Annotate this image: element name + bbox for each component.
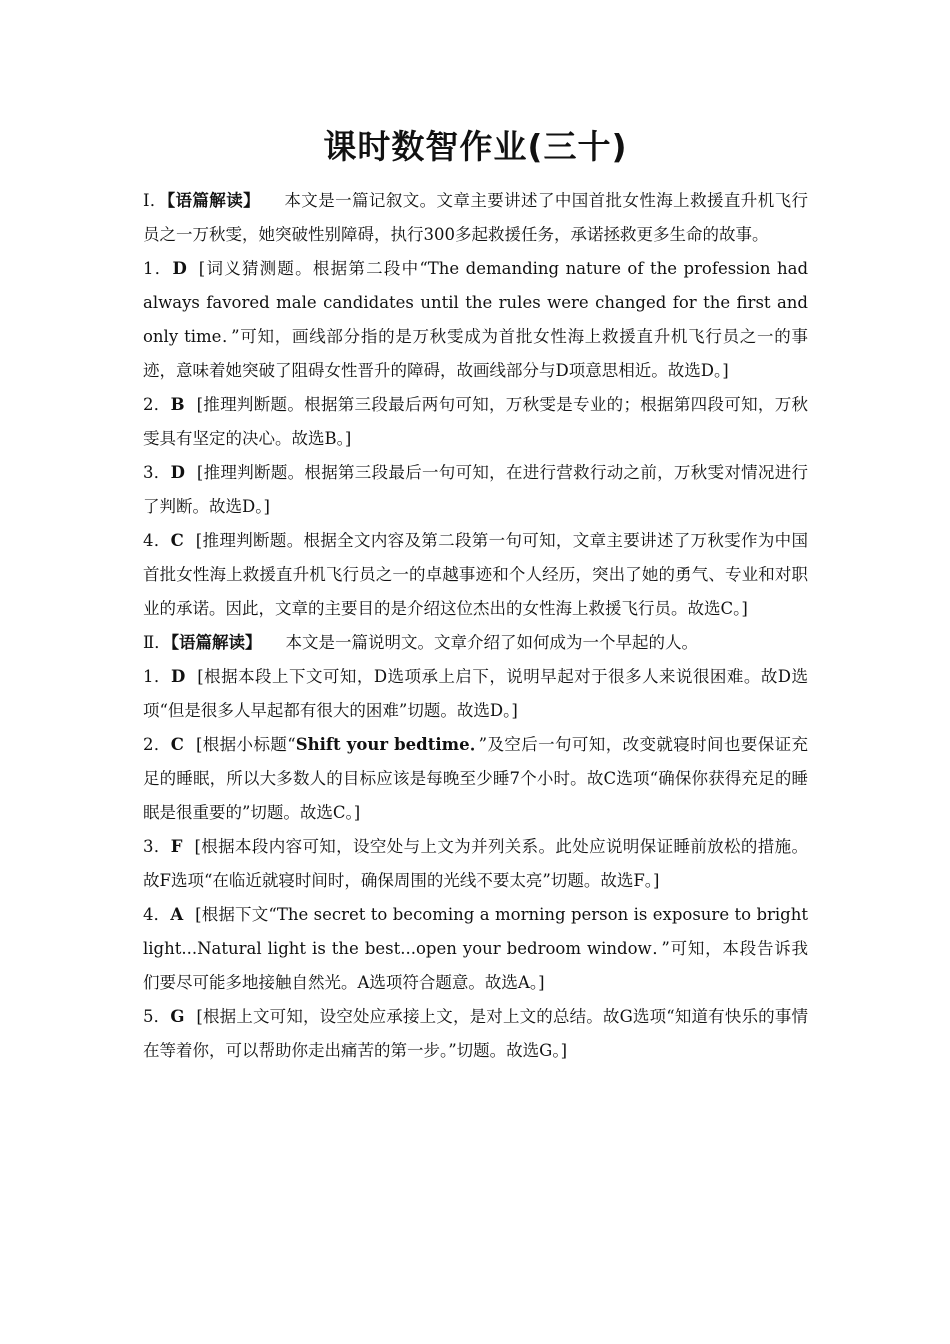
document-body [143, 184, 808, 1068]
answer-item [143, 660, 808, 728]
explanation-text: [根据下文“The secret to becoming a morning person is exposure to bright light...Natural light is the best...open your bedroom window．”可知，本段告诉我们要尽可能多地接触自然光。A选项符合题意。故选A。] [143, 905, 808, 992]
answer-letter: C [170, 735, 184, 754]
question-number: 3． [143, 463, 171, 482]
section-numeral: Ⅰ． [143, 191, 167, 210]
answer-item [143, 898, 808, 1000]
answer-item [143, 1000, 808, 1068]
answer-letter: B [170, 395, 185, 414]
explanation-text: [词义猜测题。根据第二段中“The demanding nature of the profession had always favored male candidates until the rules were changed for the first and only time．”可知，画线部分指的是万秋雯成为首批女性海上救援直升机飞行员之一的事迹，意味着她突破了阻碍女性晋升的障碍，故画线部分与D项意思相近。故选D。] [143, 259, 809, 380]
section-intro [143, 184, 808, 252]
explanation-text: [推理判断题。根据全文内容及第二段第一句可知，文章主要讲述了万秋雯作为中国首批女性海上救援直升机飞行员之一的卓越事迹和个人经历，突出了她的勇气、专业和对职业的承诺。因此，文章的主要目的是介绍这位杰出的女性海上救援飞行员。故选C。] [143, 531, 809, 618]
page-title: 课时数智作业(三十) [323, 127, 628, 166]
question-number: 2． [143, 395, 171, 414]
question-number: 1． [143, 259, 173, 278]
answer-letter: D [170, 463, 185, 482]
explanation-text: [推理判断题。根据第三段最后两句可知，万秋雯是专业的；根据第四段可知，万秋雯具有坚定的决心。故选B。] [143, 395, 808, 448]
answer-item [143, 388, 808, 456]
answer-item [143, 830, 808, 898]
question-number: 4． [143, 905, 171, 924]
question-number: 4． [143, 531, 171, 550]
question-number: 5． [143, 1007, 171, 1026]
section-numeral: Ⅱ． [143, 633, 171, 652]
answer-item [143, 728, 808, 830]
section-intro [143, 626, 808, 660]
passage-analysis-tag: 【语篇解读】 [166, 191, 260, 210]
explanation-text: [根据本段内容可知，设空处与上文为并列关系。此处应说明保证睡前放松的措施。故F选项“在临近就寝时间时，确保周围的光线不要太亮”切题。故选F。] [143, 837, 809, 890]
question-number: 3． [143, 837, 171, 856]
answer-letter: G [170, 1007, 185, 1026]
passage-summary: 本文是一篇说明文。文章介绍了如何成为一个早起的人。 [285, 633, 698, 652]
answer-letter: D [170, 667, 186, 686]
explanation-text: [根据上文可知，设空处应承接上文，是对上文的总结。故G选项“知道有快乐的事情在等着你，可以帮助你走出痛苦的第一步。”切题。故选G。] [143, 1007, 808, 1060]
explanation-text: [推理判断题。根据第三段最后一句可知，在进行营救行动之前，万秋雯对情况进行了判断。故选D。] [143, 463, 809, 516]
answer-item [143, 456, 808, 524]
quoted-heading: Shift your bedtime． [295, 735, 479, 754]
question-number: 2． [143, 735, 171, 754]
explanation-text: ”及空后一句可知，改变就寝时间也要保证充足的睡眠，所以大多数人的目标应该是每晚至少睡7个小时。故C选项“确保你获得充足的睡眠是很重要的”切题。故选C。] [143, 735, 809, 822]
answer-item [143, 252, 808, 388]
passage-summary: 本文是一篇记叙文。文章主要讲述了中国首批女性海上救援直升机飞行员之一万秋雯，她突破性别障碍，执行300多起救援任务，承诺拯救更多生命的故事。 [143, 191, 808, 244]
explanation-text: [根据小标题“ [195, 735, 296, 754]
answer-letter: D [172, 259, 187, 278]
answer-letter: C [170, 531, 184, 550]
passage-analysis-tag: 【语篇解读】 [170, 633, 262, 652]
answer-item [143, 524, 808, 626]
question-number: 1． [143, 667, 171, 686]
answer-letter: F [170, 837, 183, 856]
answer-letter: A [170, 905, 184, 924]
explanation-text: [根据本段上下文可知，D选项承上启下，说明早起对于很多人来说很困难。故D选项“但是很多人早起都有很大的困难”切题。故选D。] [143, 667, 808, 720]
